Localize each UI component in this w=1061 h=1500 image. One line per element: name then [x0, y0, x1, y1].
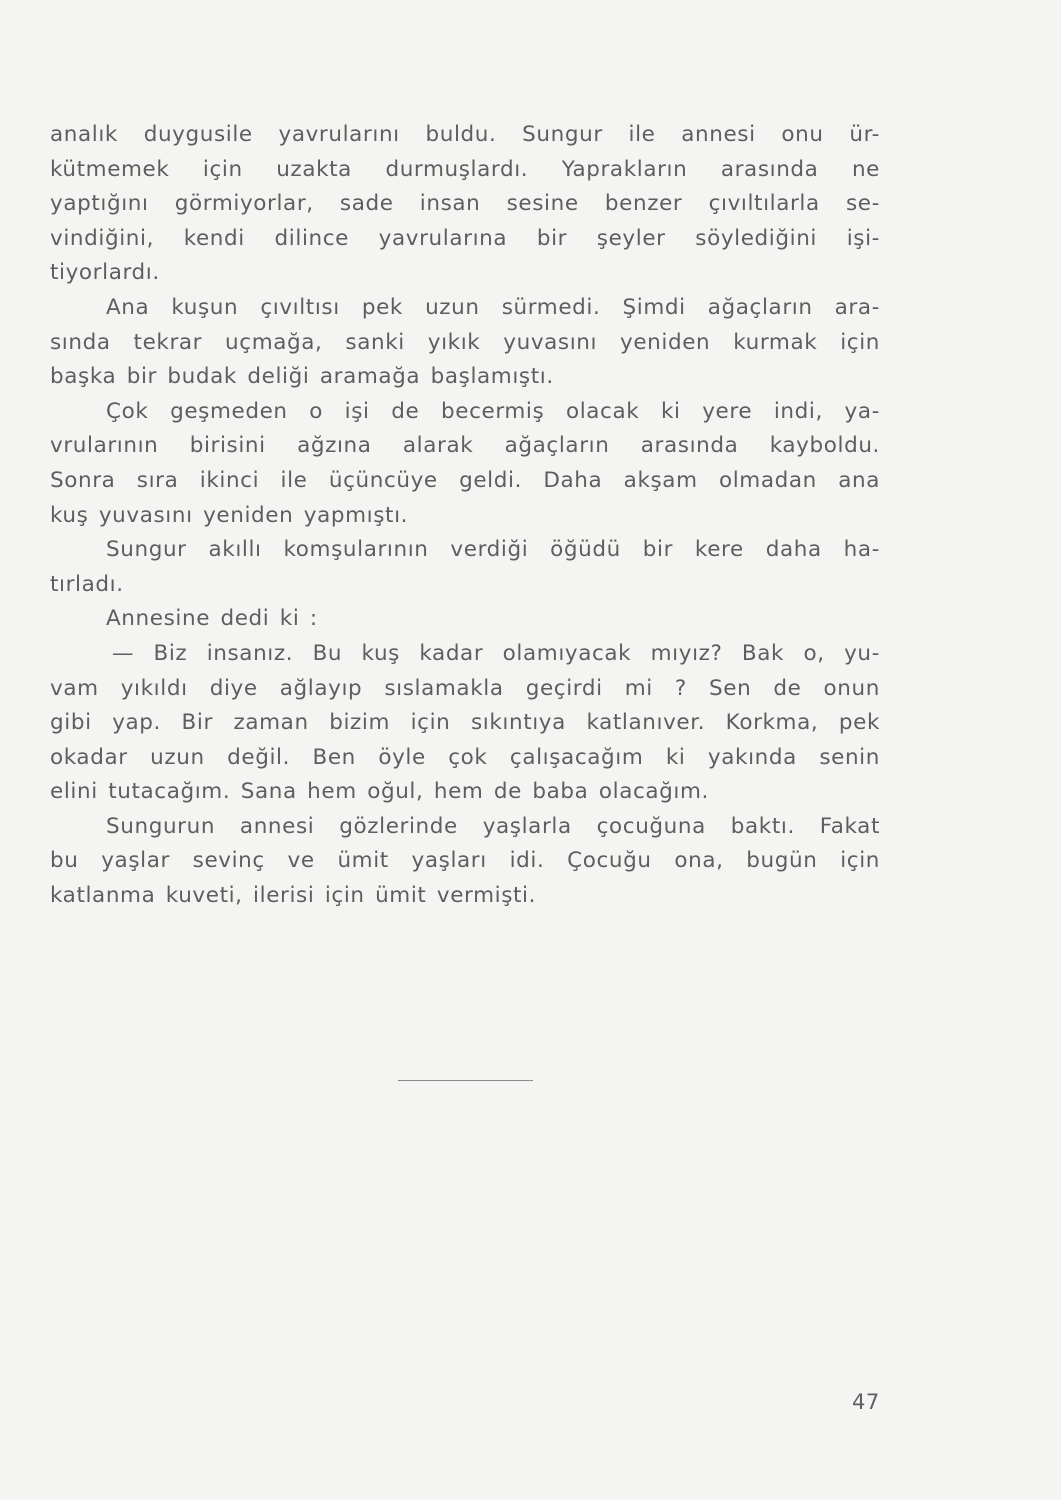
text-line: gibi yap. Bir zaman bizim için sıkıntıya katlanıver. Korkma, pek [50, 710, 880, 736]
text-line: Ana kuşun çıvıltısı pek uzun sürmedi. Şimdi ağaçların ara- [106, 294, 880, 320]
text-line: kuş yuvasını yeniden yapmıştı. [50, 502, 409, 528]
text-line: tırladı. [50, 571, 124, 597]
text-line: bu yaşlar sevinç ve ümit yaşları idi. Çocuğu ona, bugün için [50, 848, 880, 874]
text-line: analık duygusile yavrularını buldu. Sungur ile annesi onu ür- [50, 122, 880, 147]
body-text [50, 118, 880, 914]
text-line: vrularının birisini ağzına alarak ağaçların arasında kayboldu. [50, 433, 880, 459]
text-line: Sungurun annesi gözlerinde yaşlarla çocuğuna baktı. Fakat [106, 813, 880, 839]
text-line: sında tekrar uçmağa, sanki yıkık yuvasını yeniden kurmak için [50, 329, 880, 355]
text-line: vindiğini, kendi dilince yavrularına bir şeyler söylediğini işi- [50, 225, 880, 251]
page-number: 47 [852, 1390, 880, 1414]
text-line: başka bir budak deliği aramağa başlamıştı. [50, 364, 554, 390]
text-line: Çok geşmeden o işi de becermiş olacak ki yere indi, ya- [106, 398, 880, 424]
text-line: yaptığını görmiyorlar, sade insan sesine benzer çıvıltılarla se- [50, 191, 880, 217]
text-line: Annesine dedi ki : [106, 606, 318, 632]
text-line: Sungur akıllı komşularının verdiği öğüdü bir kere daha ha- [106, 537, 880, 563]
text-line: tiyorlardı. [50, 260, 160, 286]
text-line: katlanma kuveti, ilerisi için ümit vermişti. [50, 883, 537, 909]
text-line: Sonra sıra ikinci ile üçüncüye geldi. Daha akşam olmadan ana [50, 467, 880, 493]
text-line: elini tutacağım. Sana hem oğul, hem de baba olacağım. [50, 779, 709, 805]
text-line: vam yıkıldı diye ağlayıp sıslamakla geçirdi mi ? Sen de onun [50, 675, 880, 701]
text-line: kütmemek için uzakta durmuşlardı. Yaprakların arasında ne [50, 156, 880, 182]
text-line: — Biz insanız. Bu kuş kadar olamıyacak mıyız? Bak o, yu- [112, 640, 880, 666]
section-divider [398, 1080, 533, 1081]
text-line: okadar uzun değil. Ben öyle çok çalışacağım ki yakında senin [50, 744, 880, 770]
